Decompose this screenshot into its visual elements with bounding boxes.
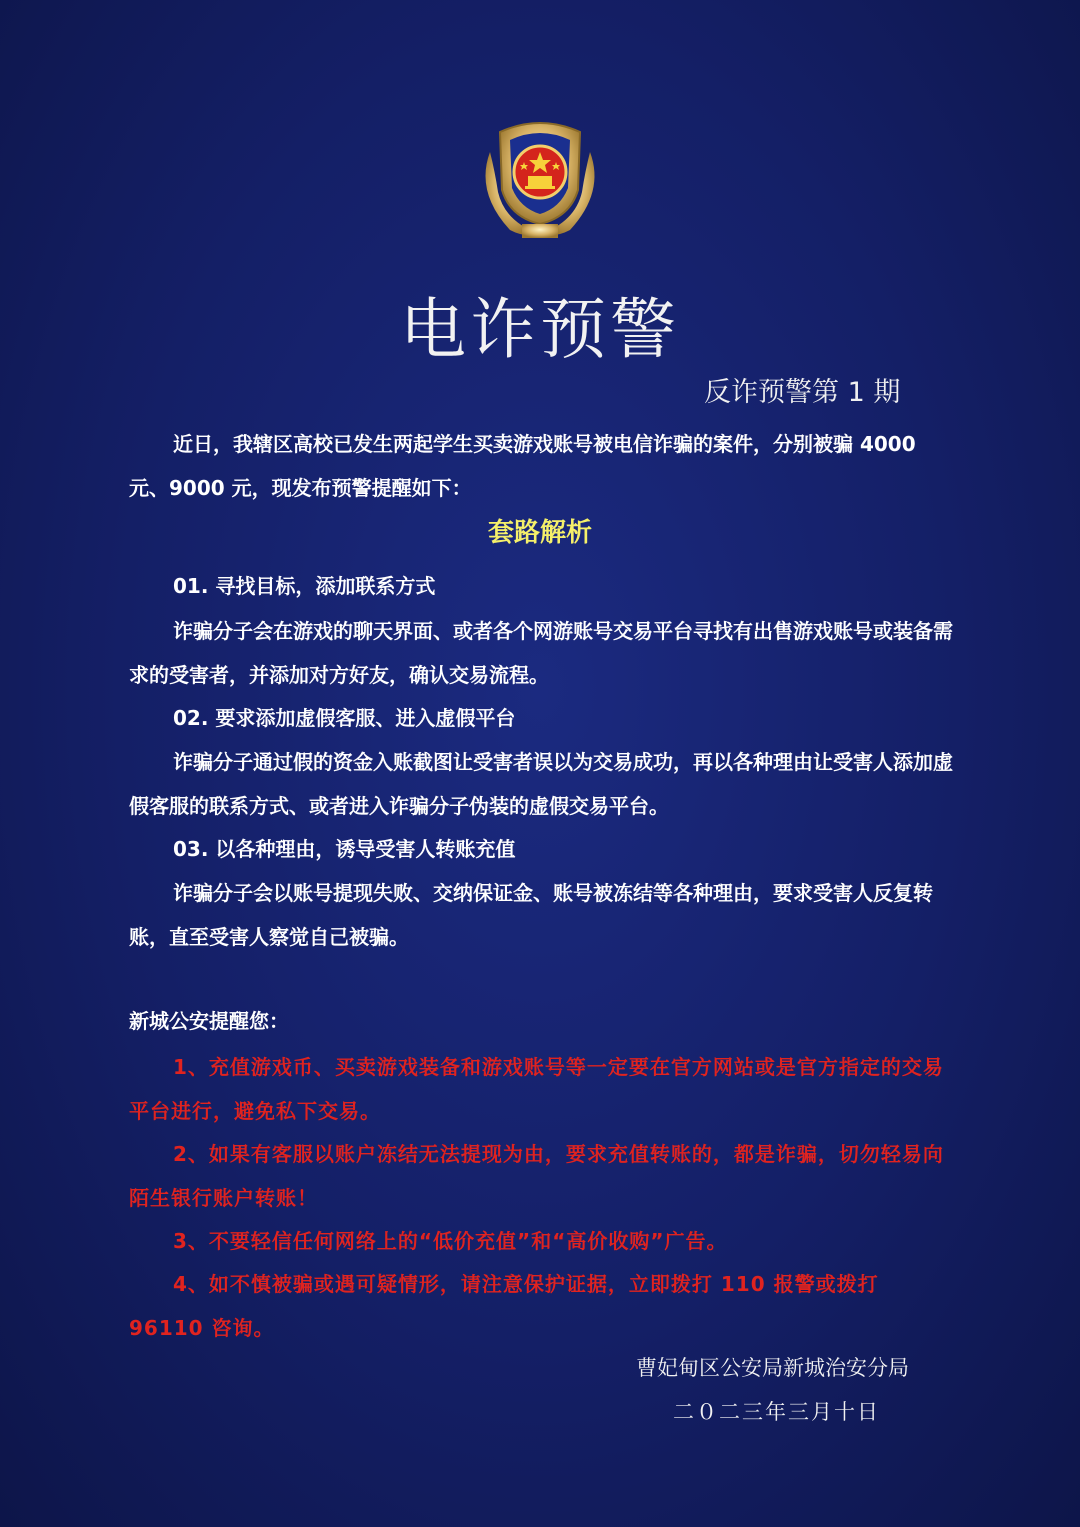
reminder-tip: 2、如果有客服以账户冻结无法提现为由，要求充值转账的，都是诈骗，切勿轻易向陌生银行账户转账！	[129, 1142, 944, 1210]
police-emblem-icon	[470, 112, 610, 247]
issue-number: 反诈预警第 1 期	[704, 377, 901, 408]
signature: 曹妃甸区公安局新城治安分局	[636, 1356, 909, 1380]
step-title: 03. 以各种理由，诱导受害人转账充值	[173, 837, 516, 861]
page-title: 电诈预警	[400, 291, 680, 368]
reminder-heading: 新城公安提醒您：	[129, 1009, 289, 1033]
issue-date: 二０二三年三月十日	[673, 1400, 880, 1424]
step-title: 02. 要求添加虚假客服、进入虚假平台	[173, 706, 516, 730]
intro-paragraph: 近日，我辖区高校已发生两起学生买卖游戏账号被电信诈骗的案件，分别被骗 4000 元、9000 元，现发布预警提醒如下：	[129, 432, 916, 500]
analysis-heading: 套路解析	[487, 518, 592, 548]
step-body: 诈骗分子通过假的资金入账截图让受害者误以为交易成功，再以各种理由让受害人添加虚假客服的联系方式、或者进入诈骗分子伪装的虚假交易平台。	[129, 750, 953, 818]
step-title: 01. 寻找目标，添加联系方式	[173, 574, 436, 598]
step-body: 诈骗分子会在游戏的聊天界面、或者各个网游账号交易平台寻找有出售游戏账号或装备需求的受害者，并添加对方好友，确认交易流程。	[129, 619, 953, 687]
step-body: 诈骗分子会以账号提现失败、交纳保证金、账号被冻结等各种理由，要求受害人反复转账，直至受害人察觉自己被骗。	[129, 881, 933, 949]
reminder-tip: 4、如不慎被骗或遇可疑情形，请注意保护证据，立即拨打 110 报警或拨打 96110 咨询。	[129, 1272, 879, 1340]
reminder-tip: 1、充值游戏币、买卖游戏装备和游戏账号等一定要在官方网站或是官方指定的交易平台进行，避免私下交易。	[129, 1055, 944, 1123]
reminder-tip: 3、不要轻信任何网络上的“低价充值”和“高价收购”广告。	[173, 1229, 728, 1253]
